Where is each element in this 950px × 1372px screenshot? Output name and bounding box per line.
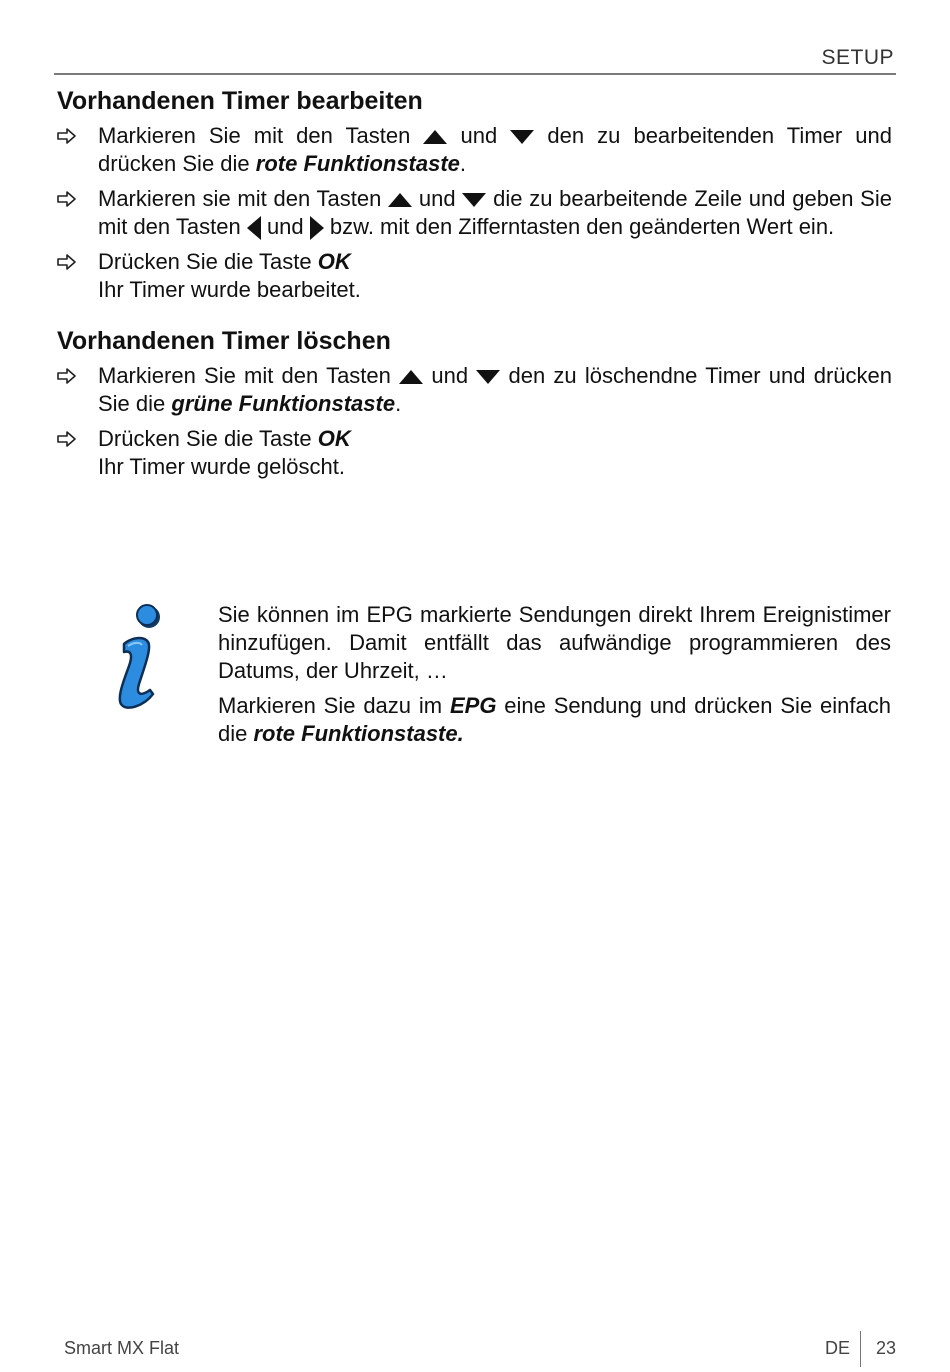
info-paragraph: Sie können im EPG markierte Sendungen direkt Ihrem Ereignistimer hinzufügen. Damit entfällt das aufwändige programmieren des Datums, der Uhrzeit, …	[218, 602, 891, 683]
arrow-down-key-icon	[510, 130, 534, 144]
arrow-right-key-icon	[310, 216, 324, 240]
emphasis-ok-key: OK	[317, 426, 351, 451]
arrow-left-key-icon	[247, 216, 261, 240]
step-item: Markieren Sie mit den Tasten und den zu bearbeitenden Timer und drücken Sie die rote Funktionstaste.	[57, 122, 892, 178]
emphasis-ok-key: OK	[317, 249, 351, 274]
arrow-up-key-icon	[388, 193, 412, 207]
step-item: Drücken Sie die Taste OK Ihr Timer wurde gelöscht.	[57, 425, 892, 481]
step-item: Markieren sie mit den Tasten und die zu bearbeitende Zeile und geben Sie mit den Tasten und bzw. mit den Zifferntasten den geänderten Wert ein.	[57, 185, 892, 241]
arrow-up-key-icon	[399, 370, 423, 384]
emphasis-green-key: grüne Funktionstaste	[171, 391, 396, 416]
emphasis-red-key: rote Funktionstaste.	[253, 721, 464, 746]
info-paragraph: Markieren Sie dazu im EPG eine Sendung und drücken Sie einfach die rote Funktionstaste.	[218, 693, 891, 746]
page-content	[57, 84, 892, 488]
arrow-down-key-icon	[462, 193, 486, 207]
section-header: SETUP	[821, 46, 894, 69]
arrow-up-key-icon	[423, 130, 447, 144]
footer-product-name: Smart MX Flat	[64, 1338, 180, 1358]
header-divider	[54, 73, 896, 75]
arrow-right-outline-icon	[57, 127, 77, 145]
arrow-right-outline-icon	[57, 253, 77, 271]
arrow-right-outline-icon	[57, 367, 77, 385]
arrow-down-key-icon	[476, 370, 500, 384]
emphasis-red-key: rote Funktionstaste	[255, 151, 460, 176]
page-number: 23	[875, 1338, 896, 1358]
arrow-right-outline-icon	[57, 430, 77, 448]
step-result: Ihr Timer wurde gelöscht.	[98, 454, 345, 479]
step-item: Drücken Sie die Taste OK Ihr Timer wurde bearbeitet.	[57, 248, 892, 304]
emphasis-epg: EPG	[449, 693, 497, 718]
footer-language: DE	[824, 1338, 850, 1358]
step-item: Markieren Sie mit den Tasten und den zu löschendne Timer und drücken Sie die grüne Funktionstaste.	[57, 362, 892, 418]
section-title-delete-timer: Vorhandenen Timer löschen	[57, 327, 391, 355]
footer-divider	[860, 1331, 861, 1367]
info-icon	[110, 600, 170, 720]
info-note	[218, 601, 891, 755]
section-title-edit-timer: Vorhandenen Timer bearbeiten	[57, 87, 423, 115]
arrow-right-outline-icon	[57, 190, 77, 208]
step-result: Ihr Timer wurde bearbeitet.	[98, 277, 361, 302]
